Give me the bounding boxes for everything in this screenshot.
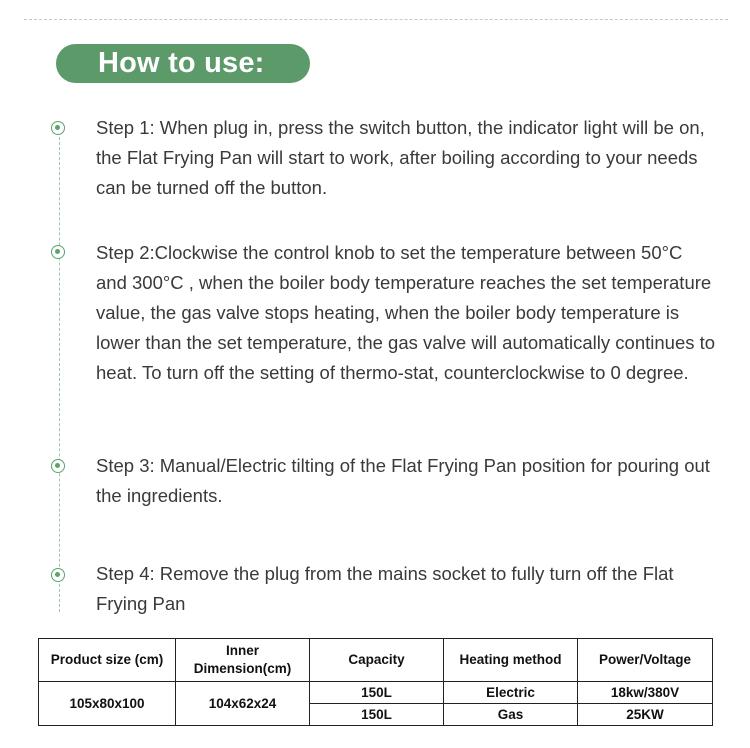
cell-inner-dimension: 104x62x24 xyxy=(176,682,310,726)
steps-timeline-line xyxy=(59,132,60,612)
step-4-text: Step 4: Remove the plug from the mains socket to fully turn off the Flat Frying Pan xyxy=(96,563,674,614)
cell-product-size: 105x80x100 xyxy=(39,682,176,726)
cell-power-voltage: 18kw/380V xyxy=(578,682,713,704)
step-4-bullet-icon xyxy=(51,568,65,582)
cell-heating-method: Electric xyxy=(444,682,578,704)
header-power-voltage: Power/Voltage xyxy=(578,639,713,682)
section-title: How to use: xyxy=(98,47,265,79)
step-3-bullet-icon xyxy=(51,459,65,473)
top-divider xyxy=(24,19,728,20)
cell-heating-method: Gas xyxy=(444,704,578,726)
spec-table xyxy=(38,638,713,726)
header-capacity: Capacity xyxy=(310,639,444,682)
cell-capacity: 150L xyxy=(310,682,444,704)
step-1-text: Step 1: When plug in, press the switch button, the indicator light will be on, the Flat Frying Pan will start to work, after boiling according to your needs can be turned off the button. xyxy=(96,117,705,198)
section-title-pill xyxy=(56,44,310,83)
spec-table-header-row xyxy=(39,639,713,682)
cell-power-voltage: 25KW xyxy=(578,704,713,726)
table-row xyxy=(39,682,713,704)
header-inner-dimension: Inner Dimension(cm) xyxy=(176,639,310,682)
header-product-size: Product size (cm) xyxy=(39,639,176,682)
step-2-text: Step 2:Clockwise the control knob to set the temperature between 50°C and 300°C , when the boiler body temperature reaches the set temperature value, the gas valve stops heating, when the boiler body temperature is lower than the set temperature, the gas valve will automatically continues to heat. To turn off the setting of thermo-stat, counterclockwise to 0 degree. xyxy=(96,242,716,383)
step-3-text: Step 3: Manual/Electric tilting of the Flat Frying Pan position for pouring out the ingredients. xyxy=(96,455,710,506)
step-1-bullet-icon xyxy=(51,121,65,135)
cell-capacity: 150L xyxy=(310,704,444,726)
step-2-bullet-icon xyxy=(51,245,65,259)
header-heating-method: Heating method xyxy=(444,639,578,682)
